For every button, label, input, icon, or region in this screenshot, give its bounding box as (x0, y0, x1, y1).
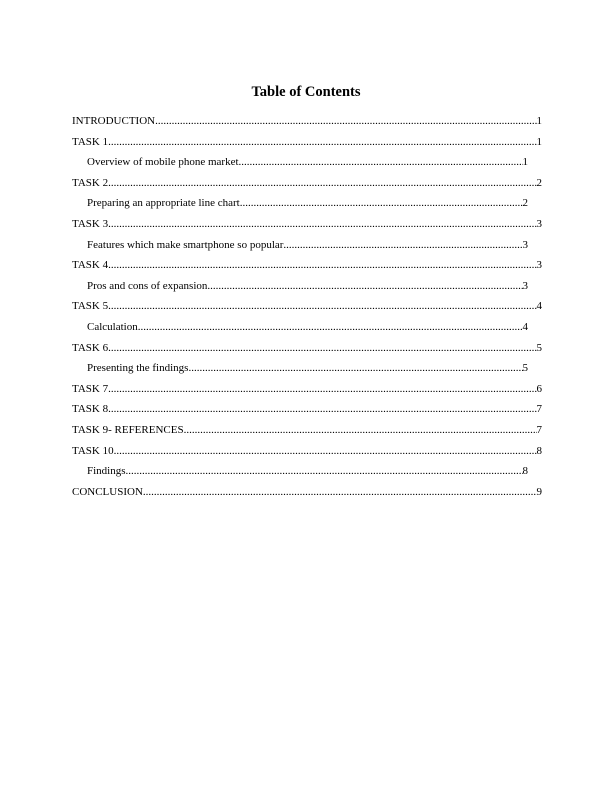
toc-entry-text: TASK 6 (72, 341, 109, 354)
toc-dot-leader (283, 235, 522, 256)
toc-entry-text: Preparing an appropriate line chart (87, 197, 240, 210)
toc-page-number: 3 (522, 238, 528, 251)
toc-page-number: 3 (536, 259, 542, 272)
toc-entry-text: TASK 7 (72, 382, 109, 395)
toc-entry[interactable] (72, 173, 542, 194)
toc-entry[interactable] (72, 111, 542, 132)
toc-page-number: 2 (522, 197, 528, 210)
toc-entry-text: TASK 1 (72, 135, 109, 148)
toc-page-number: 2 (536, 176, 542, 189)
toc-entry-text: CONCLUSION (72, 485, 143, 498)
toc-page-number: 1 (536, 115, 542, 127)
toc-page-number: 3 (522, 279, 528, 292)
toc-entry-text: TASK 10 (72, 444, 114, 457)
toc-page-number: 5 (536, 341, 542, 354)
toc-entry[interactable] (72, 214, 542, 235)
toc-page-number: 6 (536, 382, 542, 395)
toc-entry-text: INTRODUCTION (72, 115, 156, 127)
toc-subentry[interactable] (72, 235, 542, 256)
toc-page-number: 7 (536, 403, 542, 416)
toc-entry[interactable] (72, 296, 542, 317)
toc-dot-leader (143, 482, 537, 503)
toc-entry-text: TASK 5 (72, 300, 109, 313)
toc-page-number: 1 (522, 156, 528, 169)
toc-page-number: 7 (536, 423, 542, 436)
toc-subentry[interactable] (72, 358, 542, 379)
toc-subentry[interactable] (72, 276, 542, 297)
toc-entry-text: Features which make smartphone so popular (87, 238, 284, 251)
toc-page-number: 5 (522, 362, 528, 375)
toc-page-number: 3 (536, 217, 542, 230)
toc-entry[interactable] (72, 420, 542, 441)
toc-page-number: 8 (522, 465, 528, 478)
toc-entry[interactable] (72, 441, 542, 462)
toc-page-number: 1 (536, 135, 542, 148)
toc-dot-leader (155, 111, 536, 132)
toc-subentry[interactable] (72, 317, 542, 338)
toc-dot-leader (184, 420, 537, 441)
toc-entry-text: TASK 2 (72, 176, 109, 189)
toc-dot-leader (114, 441, 537, 462)
toc-dot-leader (138, 317, 523, 338)
toc-dot-leader (239, 152, 523, 173)
toc-dot-leader (108, 214, 536, 235)
toc-entry[interactable] (72, 482, 542, 503)
toc-entry-text: TASK 9- REFERENCES (72, 423, 184, 436)
toc-entry[interactable] (72, 379, 542, 400)
toc-page-number: 9 (536, 485, 542, 498)
toc-entry[interactable] (72, 399, 542, 420)
toc-dot-leader (188, 358, 522, 379)
toc-dot-leader (108, 132, 536, 153)
toc-dot-leader (108, 338, 536, 359)
toc-subentry[interactable] (72, 461, 542, 482)
toc-page-number: 4 (522, 320, 528, 333)
toc-entry-text: TASK 3 (72, 217, 109, 230)
toc-title: Table of Contents (251, 84, 361, 100)
toc-dot-leader (108, 255, 536, 276)
toc-dot-leader (108, 399, 536, 420)
toc-entry-text: Overview of mobile phone market (87, 156, 239, 169)
toc-subentry[interactable] (72, 152, 542, 173)
toc-dot-leader (108, 379, 536, 400)
toc-dot-leader (240, 193, 523, 214)
toc-subentry[interactable] (72, 193, 542, 214)
toc-entry[interactable] (72, 132, 542, 153)
toc-entry-text: Calculation (87, 320, 138, 333)
toc-dot-leader (126, 461, 523, 482)
toc-entry-text: TASK 4 (72, 259, 109, 272)
toc-entry-text: Findings (87, 465, 126, 478)
toc-entry[interactable] (72, 338, 542, 359)
toc-list (72, 111, 542, 502)
toc-dot-leader (108, 296, 536, 317)
toc-dot-leader (108, 173, 536, 194)
toc-entry[interactable] (72, 255, 542, 276)
toc-entry-text: TASK 8 (72, 403, 109, 416)
toc-entry-text: Pros and cons of expansion (87, 279, 208, 292)
toc-page-number: 4 (536, 300, 542, 313)
toc-entry-text: Presenting the findings (87, 362, 189, 375)
toc-page-number: 8 (536, 444, 542, 457)
toc-dot-leader (207, 276, 522, 297)
